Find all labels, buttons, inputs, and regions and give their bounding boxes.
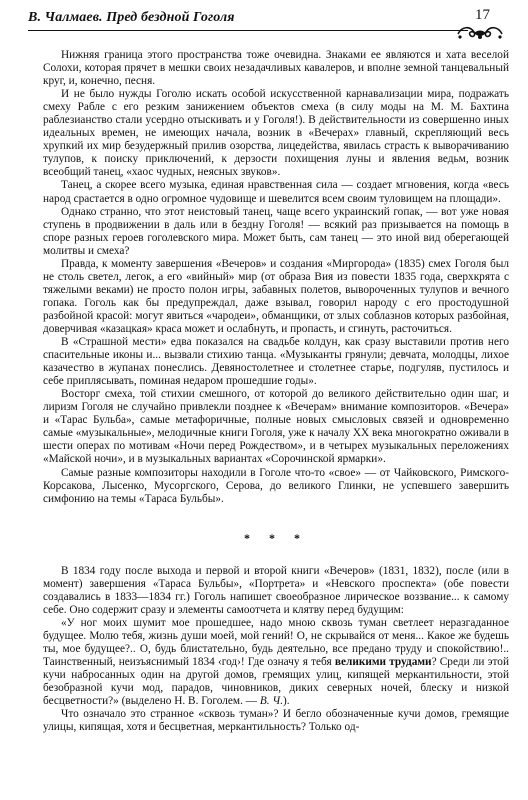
paragraph: В «Страшной мести» едва показался на свадьбе колдун, как сразу выставили против него спасительные иконы и... вызвали стихию танца. «Музыканты грянули; девчата, молодцы, лихое казачество в жупанах понеслись. Девяностолетнее и столетнее старье, подгуляв, пустилось и себе приплясывать, поминая недаром прошедшие годы». <box>43 336 509 388</box>
paragraph: Самые разные композиторы находили в Гоголе что-то «свое» — от Чайковского, Римского-Корсакова, Лысенко, Мусоргского, Серова, до великого Глинки, не успевшего завершить симфонию на темы «Тараса Бульбы». <box>43 466 509 505</box>
paragraph: И не было нужды Гоголю искать особой искусственной карнавализации мира, подражать смеху Рабле с его резким занижением объектов смеха (в силу моды на М. М. Бахтина раблезианство стали усердно отыскивать и у Гоголя!). В действительности из совершенно иных идеальных времен, не имеющих начала, возник в «Вечерах» главный, скрепляющий весь хрупкий их мир безудержный прилив озорства, лицедейства, явилась страсть к выворачиванию тулупов, к поиску приключений, к дерзости похищения луны и явления ведьм, возник всеобщий танец, «хаос чудных, неясных звуков». <box>43 88 509 179</box>
paragraph: В 1834 году после выхода и первой и второй книги «Вечеров» (1831, 1832), после (или в момент) завершения «Тараса Бульбы», «Портрета» и «Невского проспекта» (обе повести создавались в 1833—1834 гг.) Гоголь напишет своеобразное лирическое воззвание... к самому себе. Оно содержит сразу и элементы самоотчета и клятву перед будущим: <box>43 564 509 616</box>
page-header <box>28 6 506 32</box>
paragraph: Нижняя граница этого пространства тоже очевидна. Знаками ее являются и хата веселой Солохи, которая прячет в мешки своих незадачливых кавалеров, и вполне земной танцевальный круг, и, конечно, песня. <box>43 49 509 88</box>
paragraph: Правда, к моменту завершения «Вечеров» и создания «Миргорода» (1835) смех Гоголя был не столь светел, легок, а его «вийный» мир (от образа Вия из повести 1835 года, сверхкрята с тяжелыми веками) не просто полон игры, забавных полетов, вывороченных тулупов и вечного гопака. Гоголь как бы предупреждал, даже взывал, говорил народу с его простодушной разбойной красой: могут явиться «чародеи», обманщики, от злых соблазнов которых разбойная, доверчивая «казацкая» краса может и ослабнуть, и пропасть, и сгинуть, расточиться. <box>43 257 509 335</box>
header-rule <box>28 30 468 31</box>
paragraph: Восторг смеха, той стихии смешного, от которой до великого действительно один шаг, и лиризм Гоголя не случайно привлекли позднее к «Вечерам» внимание композиторов. «Вечера» и «Тарас Бульба», самые метафоричные, полные новых смысловых связей и одновременно самые «музыкальные», мелодичные книги Гоголя, уже к началу XX века многократно оживали в шести операх по мотивам «Ночи перед Рождеством», и в четырех музыкальных переложениях «Майской ночи», и в музыкальных вариантах «Сорочинской ярмарки». <box>43 388 509 466</box>
quote-text: «У ног моих шумит мое прошедшее, надо мною сквозь туман светлеет неразгаданное будущее. Молю тебя, жизнь души моей, мой гений! О, не скрывайся от меня... Какое же будешь ты, мое будущее?.. О, будь блистательно, будь деятельно, все предано труду и спокойствию!.. Таинственный, неизъяснимый 1834 ‹год›! Где означу я тебя <box>43 616 509 669</box>
quote-text: ). <box>283 695 290 708</box>
paragraph: Танец, а скорее всего музыка, единая нравственная сила — создает мгновения, когда «весь народ срастается в одно огромное чудовище и шевелится всем своим туловищем на площади». <box>43 179 509 205</box>
gogol-quote <box>43 617 509 708</box>
running-head: В. Чалмаев. Пред бездной Гоголя <box>28 10 235 25</box>
quote-text: ? Среди ли этой кучи набросанных один на другой домов, гремящих улиц, кипящей меркантильности, этой безобразной кучи мод, парадов, чиновников, диких северных ночей, блеску и низкой бесцветности?» (выделено Н. В. Гоголем. — <box>43 656 509 708</box>
section-break: * * * <box>244 530 308 545</box>
page-number: 17 <box>475 7 490 23</box>
paragraph: Однако странно, что этот неистовый танец, чаще всего украинский гопак, — вот уже новая ступень в продвижении в даль или в бездну Гоголя! — всякий раз призывается на помощь в споре разных героев гоголевского мира. Может быть, сам танец — это иной вид оберегающей молитвы и смеха? <box>43 205 509 257</box>
quote-emphasis: великими трудами <box>334 656 432 669</box>
article-body <box>43 49 509 734</box>
paragraph: Что означало это странное «сквозь туман»? И бегло обозначенные кучи домов, гремящие улицы, кипящая, хотя и бесцветная, меркантильность? Только од- <box>43 708 509 734</box>
author-initials: В. Ч. <box>259 695 284 708</box>
ornament-icon <box>454 24 506 40</box>
